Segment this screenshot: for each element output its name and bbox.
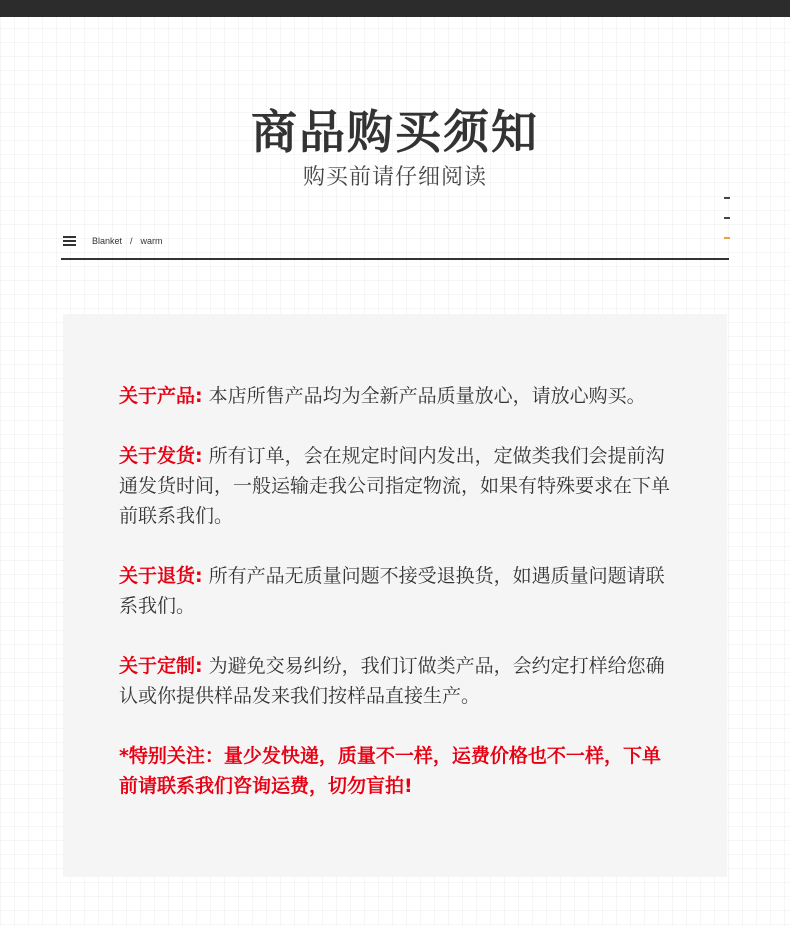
notice-custom-text: 为避免交易纠纷，我们订做类产品，会约定打样给您确认或你提供样品发来我们按样品直接生产。 <box>119 655 665 707</box>
breadcrumb-item-blanket[interactable]: Blanket <box>92 236 123 246</box>
top-bar <box>0 0 790 17</box>
notice-returns-text: 所有产品无质量问题不接受退换货，如遇质量问题请联系我们。 <box>119 565 665 617</box>
side-mark-dash <box>724 217 730 219</box>
header-divider <box>61 258 729 260</box>
notice-product-text: 本店所售产品均为全新产品质量放心，请放心购买。 <box>208 385 646 407</box>
breadcrumb-item-warm[interactable]: warm <box>140 236 163 246</box>
menu-icon[interactable] <box>63 236 76 247</box>
side-marks <box>724 196 732 244</box>
notice-shipping-label: 关于发货: <box>119 445 203 467</box>
notice-product <box>119 381 679 411</box>
notice-custom <box>119 651 679 711</box>
notice-shipping <box>119 441 679 531</box>
side-mark-dash <box>724 197 730 199</box>
notice-special: *特别关注：量少发快递，质量不一样，运费价格也不一样，下单前请联系我们咨询运费，切勿盲拍! <box>119 745 661 797</box>
side-mark-dash-accent <box>724 237 730 239</box>
page-subtitle: 购买前请仔细阅读 <box>302 165 487 190</box>
notice-custom-label: 关于定制: <box>119 655 203 677</box>
notice-returns <box>119 561 679 621</box>
notice-shipping-text: 所有订单，会在规定时间内发出，定做类我们会提前沟通发货时间，一般运输走我公司指定物流，如果有特殊要求在下单前联系我们。 <box>119 445 671 527</box>
page-title: 商品购买须知 <box>251 105 539 159</box>
breadcrumb <box>92 234 163 248</box>
breadcrumb-separator: / <box>130 236 133 246</box>
notice-returns-label: 关于退货: <box>119 565 203 587</box>
notice-product-label: 关于产品: <box>119 385 203 407</box>
